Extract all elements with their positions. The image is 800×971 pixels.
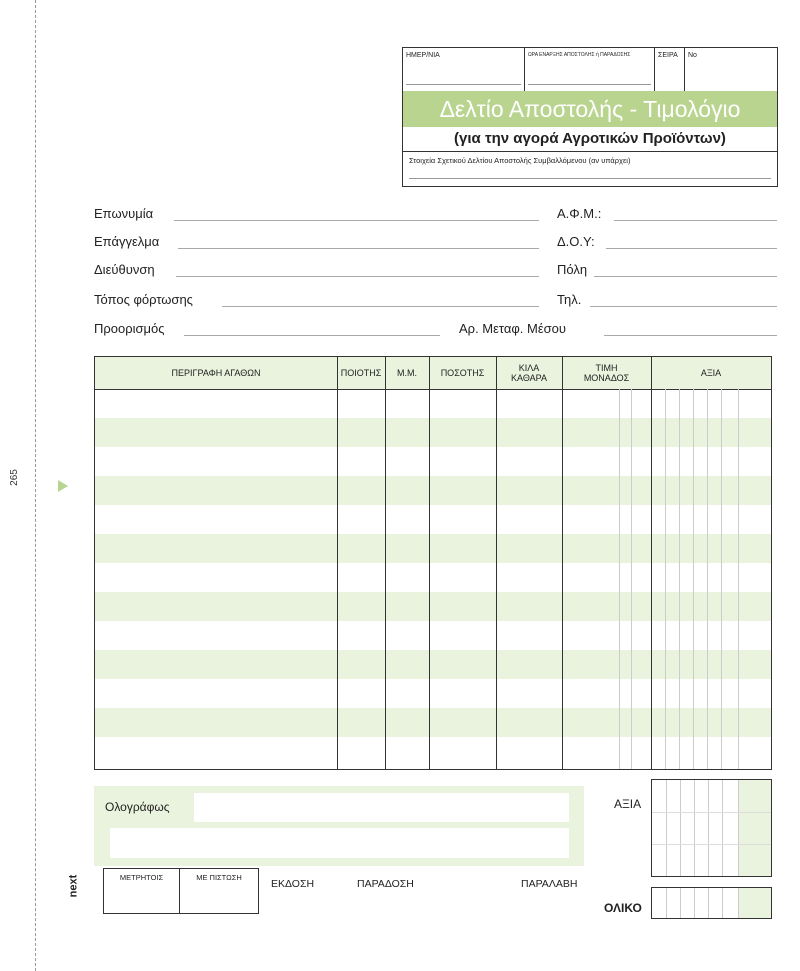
digit-divider <box>693 389 694 769</box>
credit-option[interactable]: ΜΕ ΠΙΣΤΩΣΗ <box>196 873 242 882</box>
digit-divider <box>707 389 708 769</box>
value-row-divider <box>652 844 771 845</box>
phone-field[interactable] <box>590 306 777 307</box>
issue-signature-label: ΕΚΔΟΣΗ <box>271 878 315 890</box>
digit-divider <box>619 389 620 769</box>
table-row[interactable] <box>95 447 771 476</box>
address-label: Διεύθυνση <box>94 262 155 277</box>
digit-divider <box>738 780 739 876</box>
table-row[interactable] <box>95 505 771 534</box>
table-row[interactable] <box>95 389 771 418</box>
delivery-signature-label: ΠΑΡΑΔΟΣΗ <box>357 878 414 890</box>
digit-divider <box>666 888 667 918</box>
loading-place-field[interactable] <box>222 306 539 307</box>
table-row[interactable] <box>95 476 771 505</box>
column-divider <box>385 357 386 769</box>
vat-label: Α.Φ.Μ.: <box>557 206 602 221</box>
column-divider <box>496 357 497 769</box>
arrow-marker-icon <box>58 480 68 492</box>
table-row[interactable] <box>95 592 771 621</box>
series-label: ΣΕΙΡΑ <box>658 52 678 59</box>
col-value: ΑΞΙΑ <box>700 368 722 378</box>
digit-divider <box>631 389 632 769</box>
digit-divider <box>708 780 709 876</box>
number-label: Νο <box>688 52 697 59</box>
table-row[interactable] <box>95 708 771 737</box>
col-description: ΠΕΡΙΓΡΑΦΗ ΑΓΑΘΩΝ <box>171 368 261 378</box>
page-number: 265 <box>8 469 20 486</box>
value-label: ΑΞΙΑ <box>614 797 642 811</box>
column-divider <box>651 357 652 769</box>
loading-place-label: Τόπος φόρτωσης <box>94 292 193 307</box>
col-quality: ΠΟΙΟΤΗΣ <box>340 368 382 378</box>
profession-label: Επάγγελμα <box>94 234 160 249</box>
table-row[interactable] <box>95 679 771 708</box>
col-unit: Μ.Μ. <box>397 368 417 378</box>
digit-divider <box>666 780 667 876</box>
column-divider <box>429 357 430 769</box>
destination-field[interactable] <box>184 335 440 336</box>
col-quantity: ΠΟΣΟΤΗΣ <box>440 368 485 378</box>
digit-divider <box>722 888 723 918</box>
payment-method-box <box>103 868 259 914</box>
value-row-divider <box>652 812 771 813</box>
digit-divider <box>694 888 695 918</box>
company-field[interactable] <box>174 220 539 221</box>
related-note-line[interactable] <box>409 178 771 179</box>
vehicle-number-label: Αρ. Μεταφ. Μέσου <box>459 321 567 336</box>
vehicle-number-field[interactable] <box>604 335 777 336</box>
city-label: Πόλη <box>557 262 588 277</box>
time-cell[interactable] <box>525 48 655 91</box>
profession-field[interactable] <box>178 248 539 249</box>
col-unit-price: ΤΙΜΗ ΜΟΝΑΔΟΣ <box>583 363 630 383</box>
invoice-header <box>402 47 778 187</box>
value-box[interactable] <box>651 779 772 877</box>
document-subtitle: (για την αγορά Αγροτικών Προϊόντων) <box>403 127 777 152</box>
digit-divider <box>679 389 680 769</box>
table-header <box>95 357 771 390</box>
in-words-label: Ολογράφως <box>105 800 170 814</box>
document-title: Δελτίο Αποστολής - Τιμολόγιο <box>403 91 777 127</box>
goods-table <box>94 356 772 770</box>
table-row[interactable] <box>95 737 771 766</box>
digit-divider <box>708 888 709 918</box>
city-field[interactable] <box>594 276 777 277</box>
table-row[interactable] <box>95 418 771 447</box>
address-field[interactable] <box>176 276 539 277</box>
digit-divider <box>738 389 739 769</box>
total-box[interactable] <box>651 887 772 919</box>
digit-divider <box>694 780 695 876</box>
table-row[interactable] <box>95 650 771 679</box>
digit-divider <box>722 780 723 876</box>
digit-divider <box>738 888 739 918</box>
vat-field[interactable] <box>614 220 777 221</box>
date-label: ΗΜΕΡ/ΝΙΑ <box>406 52 440 59</box>
column-divider <box>562 357 563 769</box>
column-divider <box>337 357 338 769</box>
cash-option[interactable]: ΜΕΤΡΗΤΟΙΣ <box>104 869 180 913</box>
time-label: ΩΡΑ ΕΝΑΡΞΗΣ ΑΠΟΣΤΟΛΗΣ ή ΠΑΡΑΔΟΣΗΣ <box>528 52 631 58</box>
tax-office-field[interactable] <box>606 248 777 249</box>
tax-office-label: Δ.Ο.Υ: <box>557 234 595 249</box>
receipt-signature-label: ΠΑΡΑΛΑΒΗ <box>521 878 578 890</box>
brand-logo: next <box>67 874 80 898</box>
cut-line <box>35 0 36 971</box>
table-row[interactable] <box>95 563 771 592</box>
table-row[interactable] <box>95 534 771 563</box>
number-cell[interactable] <box>685 48 777 91</box>
col-net-kilos: ΚΙΛΑ ΚΑΘΑΡΑ <box>511 363 547 383</box>
digit-divider <box>680 780 681 876</box>
total-label: ΟΛΙΚΟ <box>604 901 642 915</box>
related-note-label: Στοιχεία Σχετικού Δελτίου Αποστολής Συμβαλλόμενου (αν υπάρχει) <box>409 156 631 165</box>
table-row[interactable] <box>95 621 771 650</box>
digit-divider <box>721 389 722 769</box>
series-cell[interactable] <box>655 48 685 91</box>
destination-label: Προορισμός <box>94 321 165 336</box>
digit-divider <box>680 888 681 918</box>
in-words-field[interactable] <box>194 793 569 822</box>
company-label: Επωνυμία <box>94 206 154 221</box>
date-cell[interactable] <box>403 48 525 91</box>
digit-divider <box>665 389 666 769</box>
phone-label: Τηλ. <box>557 292 582 307</box>
in-words-field-2[interactable] <box>110 828 569 858</box>
